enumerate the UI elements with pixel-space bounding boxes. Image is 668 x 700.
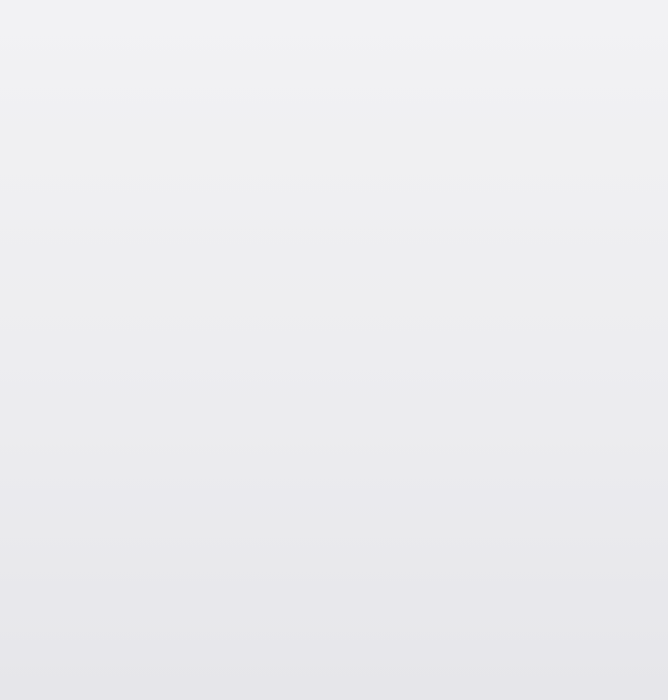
top-chromatogram	[44, 186, 444, 230]
color-chromatogram	[96, 612, 626, 686]
bottom-chromatogram	[44, 282, 440, 344]
